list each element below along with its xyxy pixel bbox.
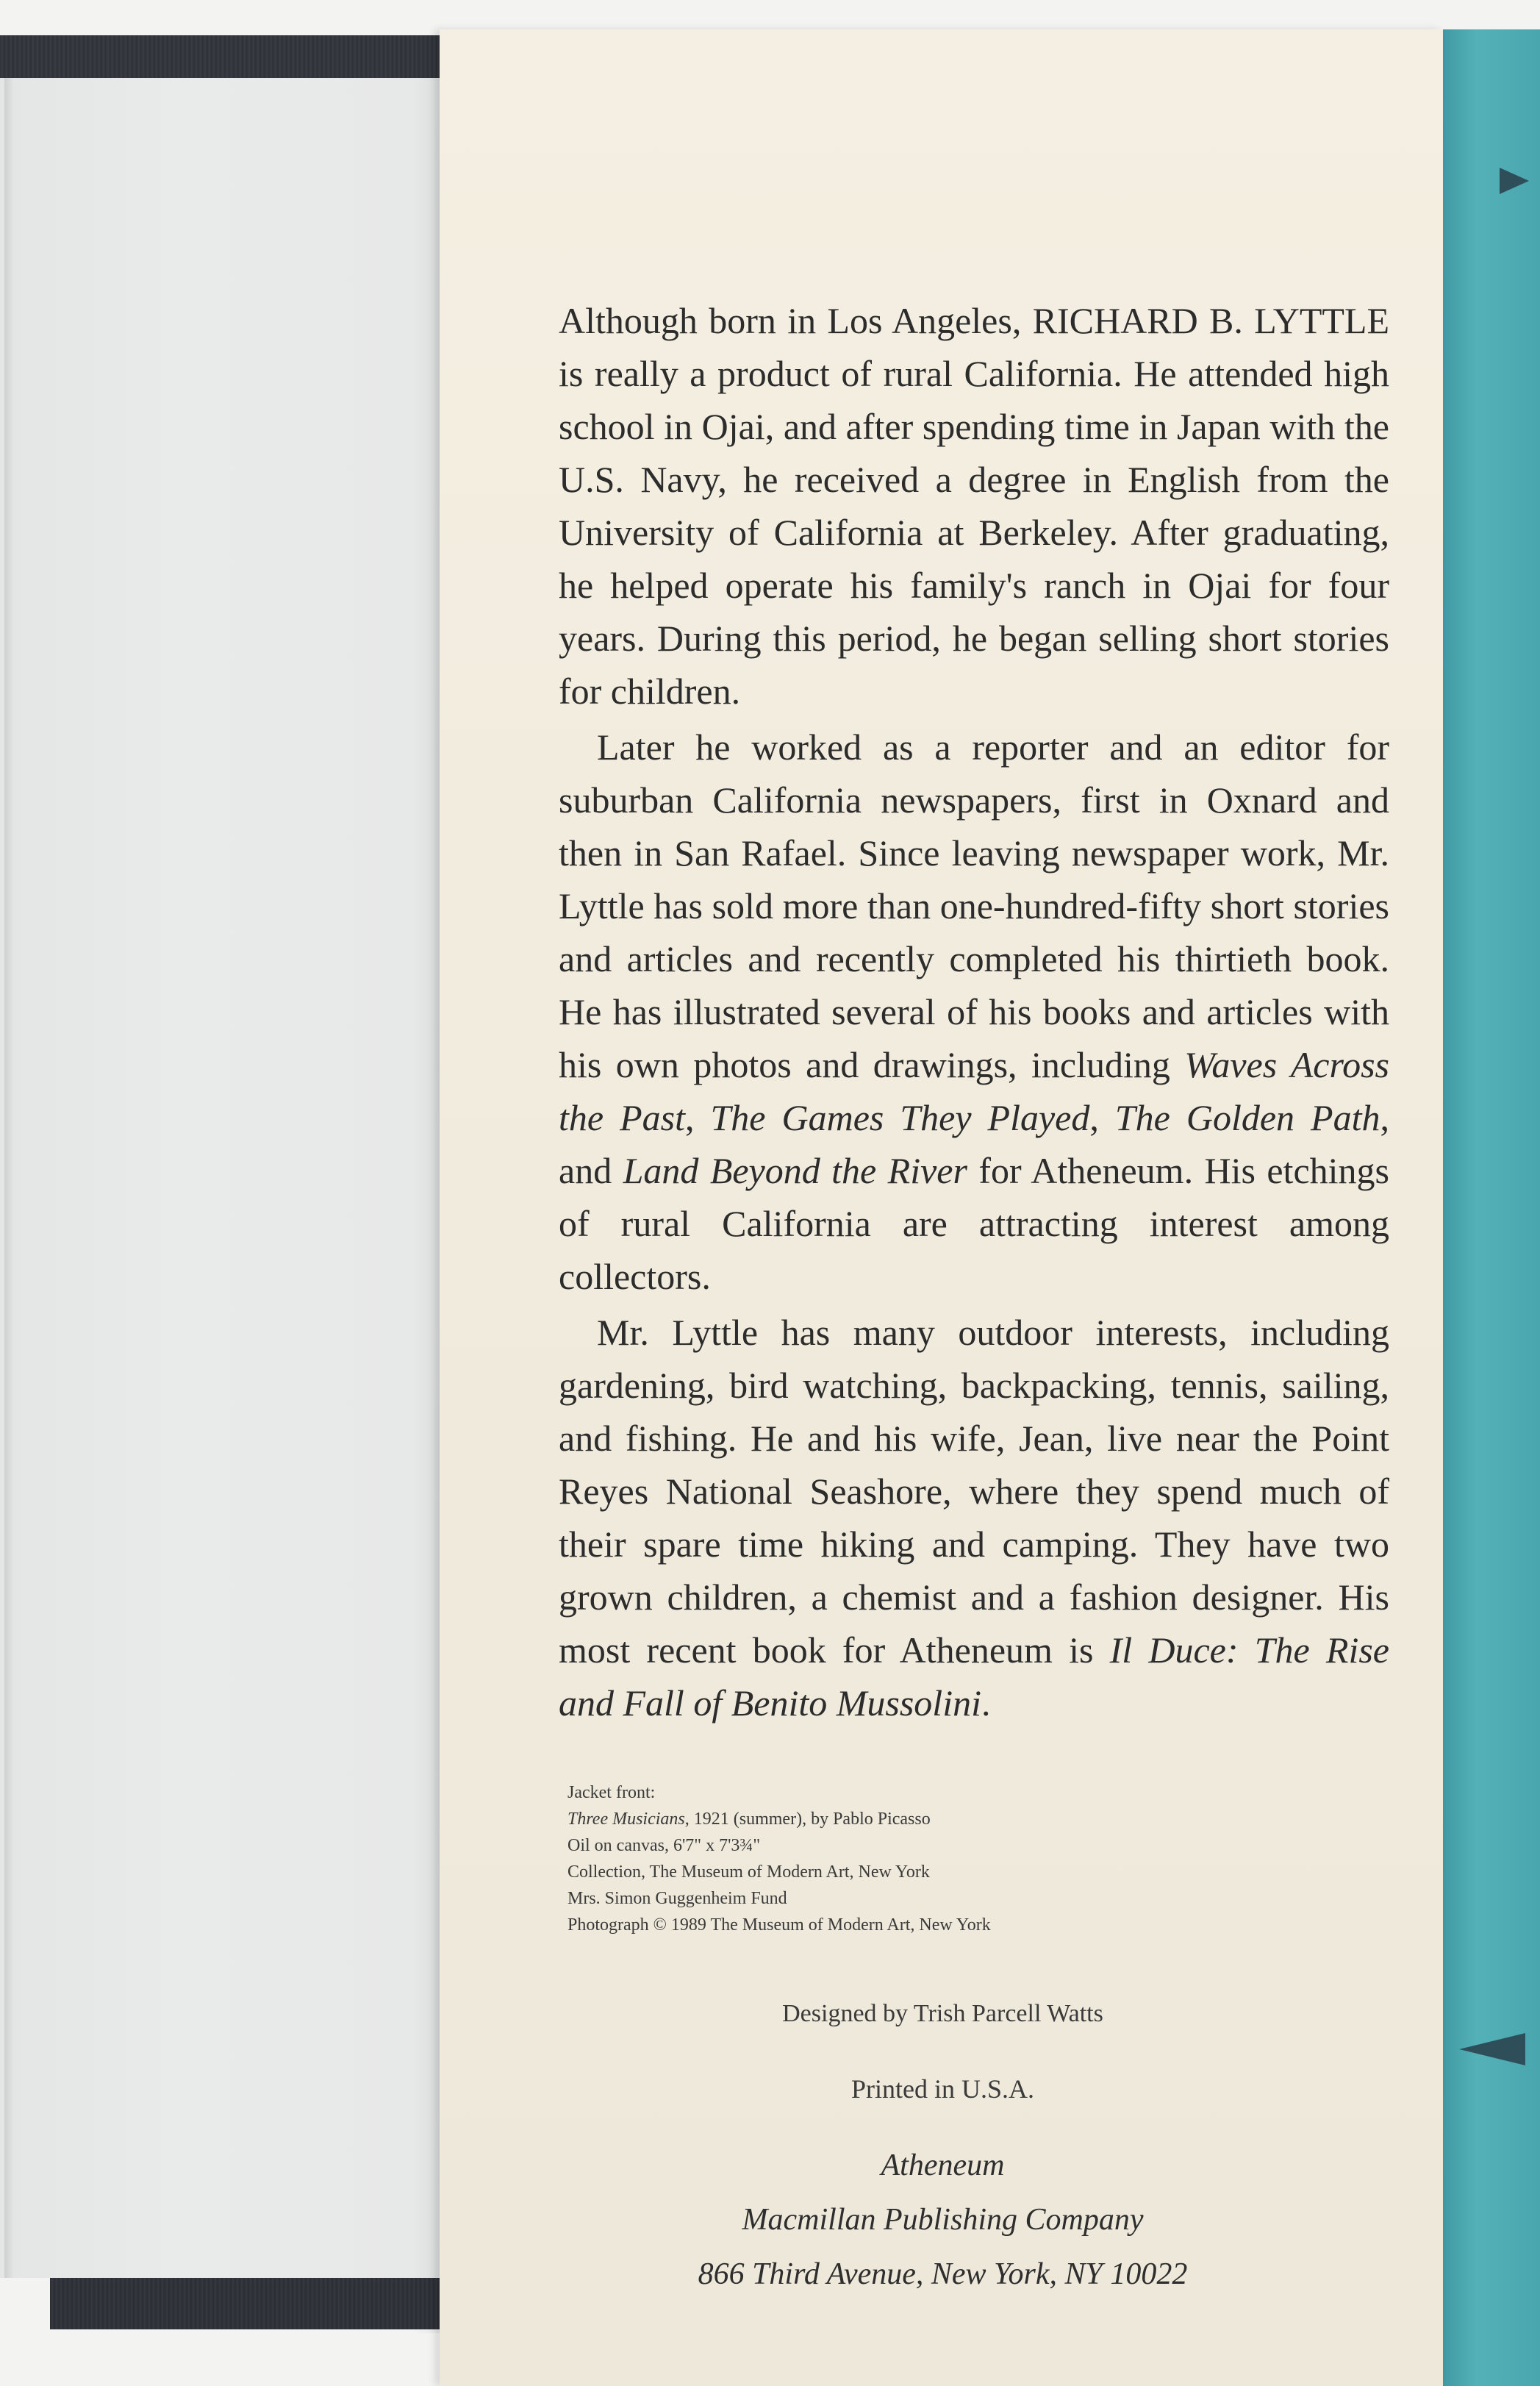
- cover-art-shape: [1500, 168, 1529, 194]
- book-title: Il Duce: The Rise and Fall of Benito Mussolini: [559, 1629, 1389, 1724]
- bio-text: Mr. Lyttle has many outdoor interests, including gardening, bird watching, backpacking, tennis, sailing, and fishing. He and his wife, Jean, live near the Point Reyes National Seashore, where they spend much of their spare time hiking and camping. They have two grown children, a chemist and a fashion designer. His most recent book for Atheneum is: [559, 1312, 1389, 1671]
- board-edge: [4, 78, 15, 2278]
- cover-art-shape: [1459, 2033, 1525, 2065]
- printed-in: Printed in U.S.A.: [850, 2074, 1034, 2104]
- binding-cloth-bottom: [50, 2278, 462, 2329]
- artwork-title: Three Musicians: [567, 1810, 685, 1829]
- publisher-block: [441, 2138, 1444, 2301]
- book-title: The Golden Path: [1114, 1097, 1380, 1138]
- bio-paragraph: [559, 721, 1389, 1303]
- credits-heading: Jacket front:: [567, 1783, 656, 1802]
- artwork-fund: Mrs. Simon Guggenheim Fund: [567, 1889, 787, 1908]
- designer-credit: Designed by Trish Parcell Watts: [782, 2000, 1103, 2027]
- bio-text: Later he worked as a reporter and an editor for suburban California newspapers, first in Oxnard and then in San Rafael. Since leaving newspaper work, Mr. Lyttle has sold more than one-hundred-fifty short stories and articles and recently completed his thirtieth book. He has illustrated several of his books and articles with his own photos and drawings, including: [559, 726, 1389, 1085]
- jacket-credits: [567, 1779, 1229, 1938]
- book-title: Waves Across the Past: [559, 1044, 1389, 1138]
- bio-text: , and: [559, 1097, 1389, 1191]
- bio-text: Although born in Los Angeles, RICHARD B. LYTTLE is really a product of rural California. He attended high school in Ojai, and after spending time in Japan with the U.S. Navy, he received a degree in English from the University of California at Berkeley. After graduating, he helped operate his family's ranch in Ojai for four years. During this period, he began selling short stories for children.: [559, 300, 1389, 712]
- bio-text: ,: [1089, 1097, 1115, 1138]
- artwork-details: , 1921 (summer), by Pablo Picasso: [684, 1810, 931, 1829]
- bio-text: for Atheneum. His etchings of rural California are attracting interest among collectors.: [559, 1150, 1389, 1297]
- book-title: Land Beyond the River: [623, 1150, 967, 1191]
- artwork-line: [567, 1806, 1229, 1832]
- bio-paragraph: [559, 294, 1389, 718]
- author-bio: [559, 294, 1389, 1729]
- publisher-name: Atheneum: [881, 2149, 1005, 2182]
- publisher-address: 866 Third Avenue, New York, NY 10022: [698, 2257, 1188, 2291]
- publisher-company: Macmillan Publishing Company: [742, 2203, 1144, 2237]
- artwork-medium: Oil on canvas, 6'7" x 7'3¾": [567, 1836, 761, 1855]
- bio-text: ,: [684, 1097, 711, 1138]
- book-title: The Games They Played: [710, 1097, 1090, 1138]
- binding-cloth-top: [0, 35, 470, 78]
- endpaper: [0, 78, 442, 2278]
- bio-paragraph: [559, 1306, 1389, 1729]
- bio-text: .: [981, 1682, 991, 1724]
- artwork-collection: Collection, The Museum of Modern Art, New York: [567, 1862, 930, 1882]
- photo-credit: Photograph © 1989 The Museum of Modern Art, New York: [567, 1915, 991, 1935]
